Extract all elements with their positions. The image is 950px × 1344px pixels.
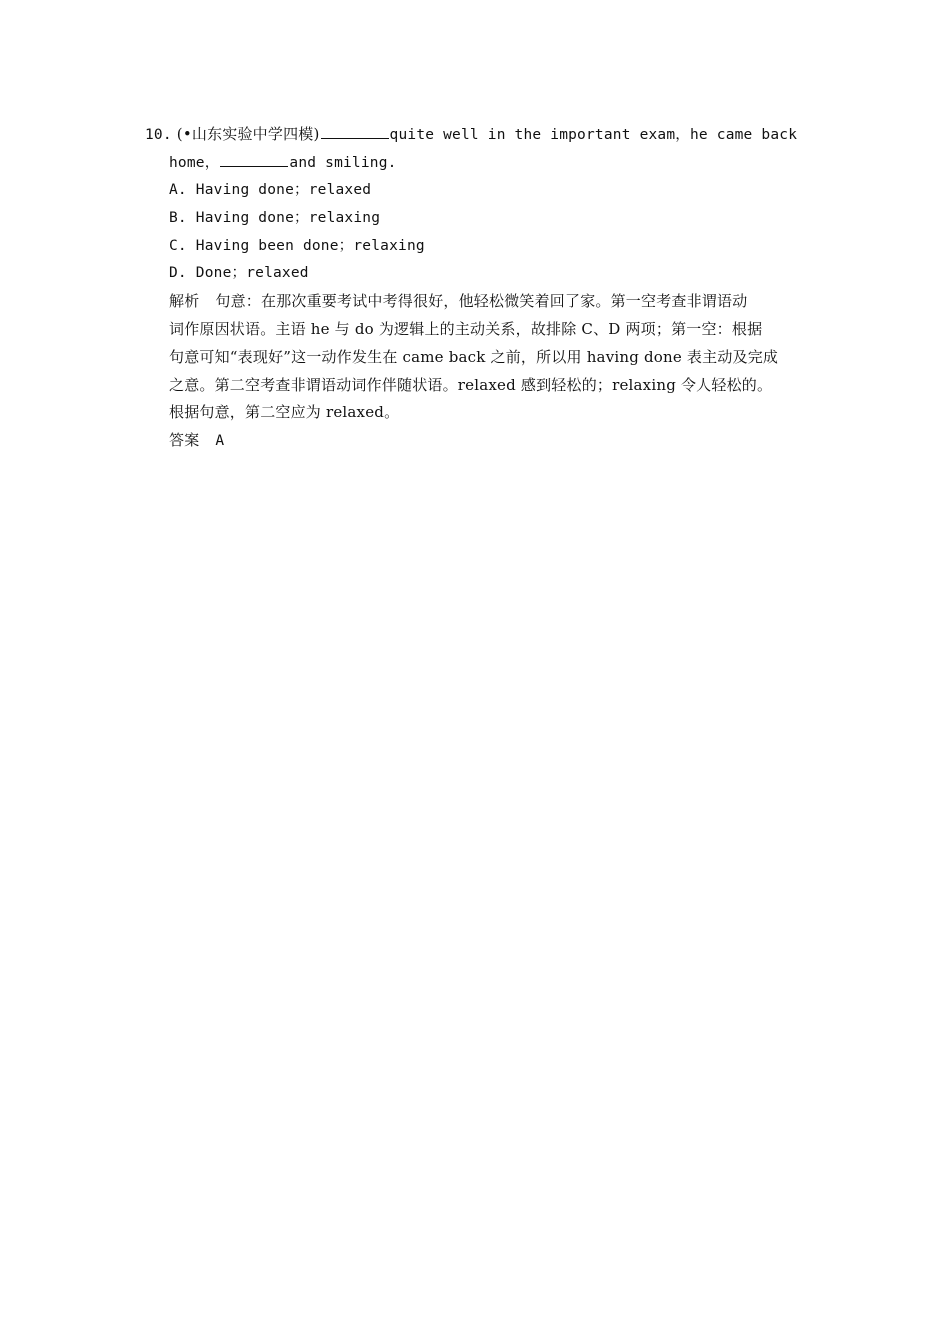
question-line-1 [145, 124, 797, 145]
answer-blank-1 [321, 124, 389, 139]
analysis-line-5: 根据句意，第二空应为 relaxed。 [169, 403, 400, 421]
analysis-line-4: 之意。第二空考查非谓语动词作伴随状语。relaxed 感到轻松的；relaxing 令人轻松的。 [169, 376, 773, 394]
analysis-line-2: 词作原因状语。主语 he 与 do 为逻辑上的主动关系，故排除 C、D 两项；第一空：根据 [169, 320, 763, 338]
analysis-line-3: 句意可知“表现好”这一动作发生在 came back 之前，所以用 having done 表主动及完成 [169, 348, 779, 366]
answer-blank-2 [220, 152, 288, 167]
question-stem-part2-suffix: and smiling. [289, 155, 397, 171]
analysis-label: 解析 [169, 292, 200, 310]
question-line-2 [169, 152, 397, 173]
analysis-line-1 [169, 291, 747, 311]
answer-label: 答案 [169, 431, 200, 449]
option-b: B. Having done；relaxing [169, 210, 381, 226]
option-c: C. Having been done；relaxing [169, 238, 425, 254]
question-stem-part1: quite well in the important exam，he came back [389, 127, 798, 143]
question-number: 10. [145, 127, 172, 143]
option-d: D. Done；relaxed [169, 265, 309, 281]
option-a: A. Having done；relaxed [169, 182, 372, 198]
answer-line [169, 430, 224, 451]
question-source: (•山东实验中学四模) [176, 125, 320, 143]
question-stem-part2-prefix: home， [169, 155, 220, 171]
analysis-text-1: 句意：在那次重要考试中考得很好，他轻松微笑着回了家。第一空考查非谓语动 [215, 292, 748, 310]
answer-value: A [215, 433, 225, 449]
